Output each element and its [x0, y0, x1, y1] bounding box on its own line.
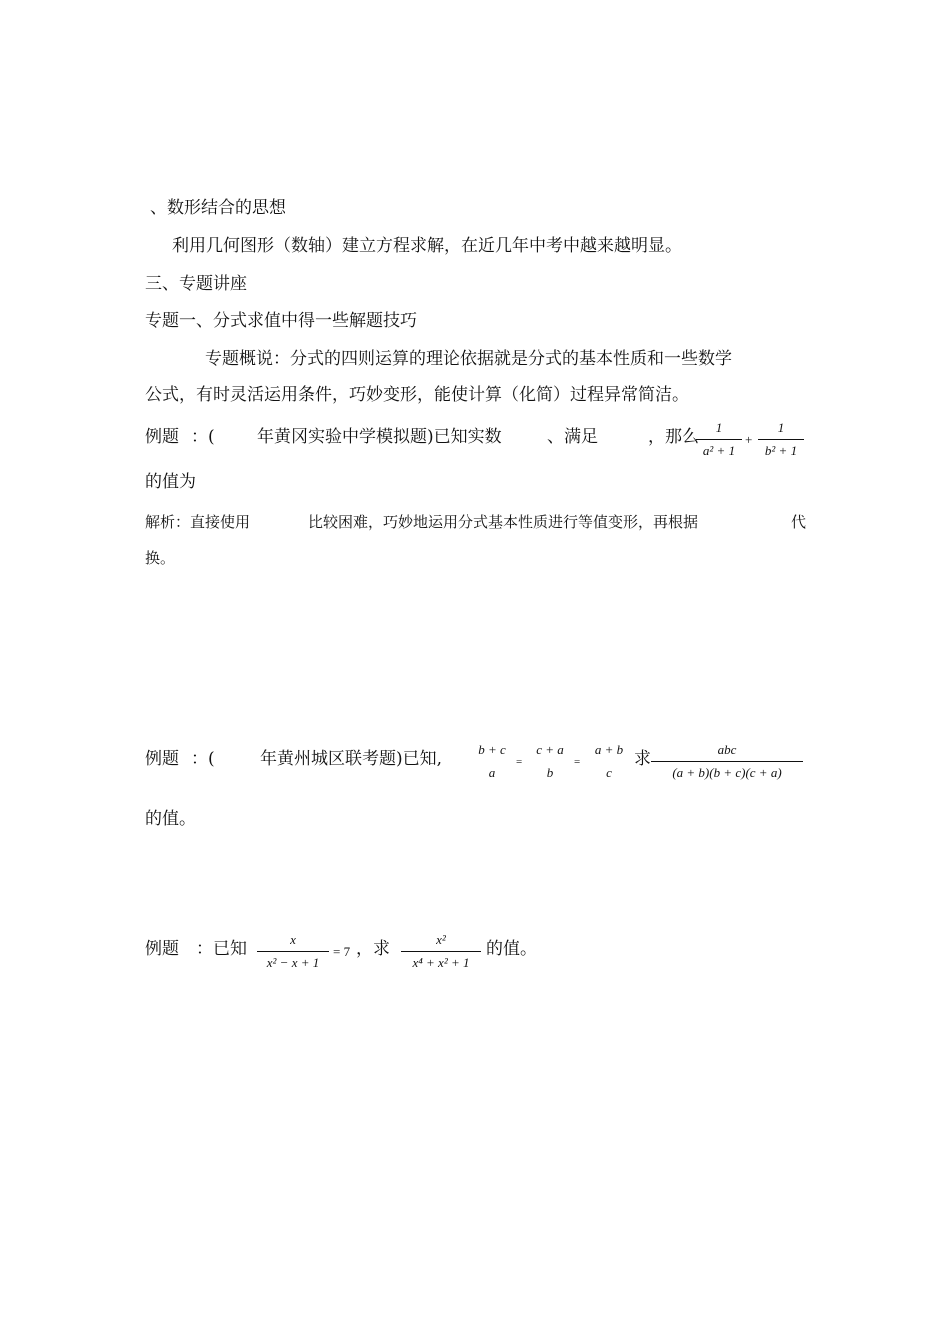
topic-one-heading: 专题一、分式求值中得一些解题技巧: [145, 311, 417, 331]
fraction-numerator: c + a: [536, 742, 564, 757]
fraction-bar: [651, 761, 803, 762]
fraction-bar: [257, 951, 329, 952]
fraction-denominator: a² + 1: [702, 443, 736, 458]
example-3-label: 例题: [145, 939, 179, 959]
equals-seven: = 7: [333, 944, 351, 959]
example-1-then: ，那么: [648, 427, 699, 447]
overview-line-2: 公式，有时灵活运用条件，巧妙变形，能使计算（化简）过程异常简洁。: [145, 385, 689, 405]
fraction-denominator: b: [546, 765, 554, 780]
fraction-denominator: x⁴ + x² + 1: [412, 955, 470, 970]
section-heading: 、数形结合的思想: [150, 198, 286, 218]
example-3-tail: 的值。: [486, 939, 537, 959]
fraction-denominator: (a + b)(b + c)(c + a): [672, 765, 782, 780]
fraction-denominator: a: [488, 765, 496, 780]
example-2-fraction-2: [530, 742, 570, 781]
example-2-label: 例题: [145, 749, 179, 769]
fraction-numerator: a + b: [594, 742, 624, 757]
section-body: 利用几何图形（数轴）建立方程求解，在近几年中考中越来越明显。: [172, 236, 682, 256]
fraction-bar: [530, 761, 570, 762]
fraction-bar: [696, 439, 742, 440]
example-1-fraction-a: [696, 420, 742, 459]
fraction-bar: [589, 761, 629, 762]
example-2-paren: ：(: [191, 749, 215, 769]
example-1-label: 例题: [145, 427, 179, 447]
fraction-denominator: c: [606, 765, 612, 780]
example-1-tail: 的值为: [145, 472, 196, 492]
fraction-denominator: b² + 1: [764, 443, 798, 458]
plus-sign: +: [745, 432, 753, 447]
analysis-end: 换。: [145, 549, 176, 567]
example-1-paren: ：(: [191, 427, 215, 447]
fraction-numerator: x²: [436, 932, 446, 947]
example-2-source: 年黄州城区联考题)已知,: [260, 749, 443, 769]
fraction-numerator: 1: [777, 420, 785, 435]
example-2-fraction-3: [589, 742, 629, 781]
example-2-qiu: 求: [634, 749, 651, 769]
equals-sign: =: [574, 756, 581, 768]
example-3-given: ：已知: [196, 939, 247, 959]
example-3-fraction-1: [257, 932, 329, 971]
example-3-qiu: ，求: [356, 939, 390, 959]
part-three-heading: 三、专题讲座: [145, 274, 247, 294]
example-1-fraction-b: [758, 420, 804, 459]
analysis-body: 比较困难，巧妙地运用分式基本性质进行等值变形，再根据: [308, 513, 699, 531]
overview-line-1: 专题概说：分式的四则运算的理论依据就是分式的基本性质和一些数学: [205, 349, 732, 369]
analysis-prefix: 解析：直接使用: [145, 513, 251, 531]
fraction-numerator: x: [290, 932, 296, 947]
equals-sign: =: [516, 756, 523, 768]
example-2-tail: 的值。: [145, 809, 196, 829]
fraction-numerator: abc: [717, 742, 737, 757]
fraction-bar: [758, 439, 804, 440]
fraction-numerator: 1: [715, 420, 723, 435]
example-2-fraction-1: [472, 742, 512, 781]
example-2-fraction-4: [651, 742, 803, 781]
example-1-condition: 、满足: [547, 427, 598, 447]
example-1-source: 年黄冈实验中学模拟题)已知实数: [257, 427, 502, 447]
fraction-bar: [472, 761, 512, 762]
example-3-fraction-2: [401, 932, 481, 971]
analysis-substitute: 代: [791, 513, 807, 531]
fraction-bar: [401, 951, 481, 952]
fraction-numerator: b + c: [478, 742, 506, 757]
fraction-denominator: x² − x + 1: [266, 955, 320, 970]
